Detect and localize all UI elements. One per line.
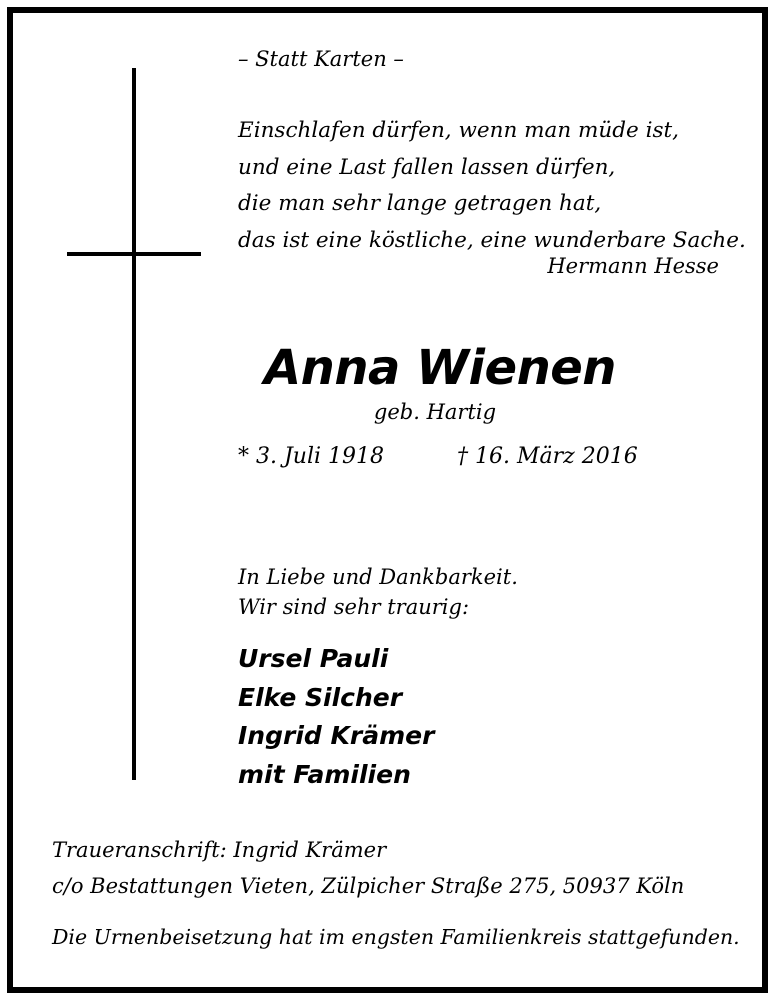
mourning-message	[238, 562, 518, 622]
mourner-name: mit Familien	[238, 759, 411, 789]
poem-line: die man sehr lange getragen hat,	[238, 191, 602, 216]
deceased-name: Anna Wienen	[264, 340, 616, 396]
footer-note: Die Urnenbeisetzung hat im engsten Familienkreis stattgefunden.	[52, 925, 740, 949]
birth-date: * 3. Juli 1918	[238, 444, 385, 469]
poem-author: Hermann Hesse	[547, 254, 719, 278]
address-line: c/o Bestattungen Vieten, Zülpicher Straße 275, 50937 Köln	[52, 874, 685, 898]
poem-line: das ist eine köstliche, eine wunderbare Sache.	[238, 227, 746, 253]
poem-line: Einschlafen dürfen, wenn man müde ist,	[238, 118, 679, 143]
mourner-name: Ingrid Krämer	[238, 721, 435, 750]
message-line: In Liebe und Dankbarkeit.	[238, 565, 518, 589]
header-note: – Statt Karten –	[238, 47, 404, 71]
mourner-name: Ursel Pauli	[238, 644, 389, 673]
birth-name: geb. Hartig	[373, 400, 497, 424]
cross-horizontal-bar	[67, 252, 201, 256]
death-date: † 16. März 2016	[457, 444, 638, 469]
poem	[238, 113, 746, 259]
mourning-address	[52, 832, 684, 904]
cross-vertical-bar	[132, 68, 136, 780]
message-line: Wir sind sehr traurig:	[238, 595, 470, 619]
mourner-name: Elke Silcher	[238, 682, 403, 712]
mourners-list	[238, 640, 434, 794]
address-line: Traueranschrift: Ingrid Krämer	[52, 838, 387, 862]
poem-line: und eine Last fallen lassen dürfen,	[238, 154, 616, 180]
